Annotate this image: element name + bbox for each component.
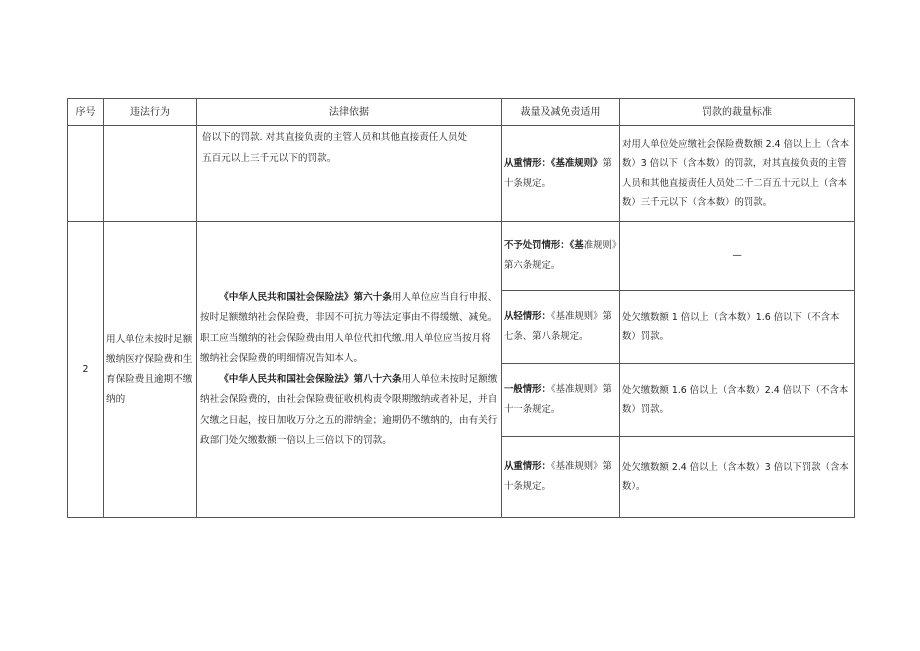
- law-2-title: 《中华人民共和国社会保险法》第八十六条: [219, 373, 402, 385]
- header-discretion: 裁量及减免责适用: [502, 99, 620, 126]
- standard-cell: [620, 291, 855, 364]
- header-standard: 罚款的裁量标准: [620, 99, 855, 126]
- violation-text: 用人单位未按时足额缴纳医疗保险费和生育保险费且逾期不缴纳的: [106, 333, 193, 405]
- header-legal-basis: 法律依据: [197, 99, 502, 126]
- legal-basis-cell-2: [197, 222, 502, 518]
- penalty-discretion-table: [67, 98, 855, 518]
- law-1-text: 用人单位应当自行申报、按时足额缴纳社会保险费，非因不可抗力等法定事由不得缓缴、减免。职工应当缴纳的社会保险费由用人单位代扣代缴.用人单位应当按月将缴纳社会保险费的明细情况告知本人。: [200, 291, 498, 364]
- discretion-cell: [502, 126, 620, 222]
- standard-cell: [620, 222, 855, 291]
- discretion-rule: 准规则》第六条规定。: [504, 240, 617, 271]
- law-paragraph-1: [200, 288, 500, 370]
- legal-basis-line-1: 倍以下的罚款. 对其直接负责的主管人员和其他直接责任人员处: [202, 132, 468, 143]
- violation-cell-empty: [104, 126, 197, 222]
- standard-cell: [620, 437, 855, 518]
- table-row-continued: [68, 126, 855, 222]
- table-row: [68, 222, 855, 291]
- seq-cell-empty: [68, 126, 104, 222]
- discretion-cell: [502, 437, 620, 518]
- discretion-rule: 第十条规定。: [504, 157, 612, 189]
- discretion-cell: [502, 364, 620, 437]
- discretion-type: 一般情形：: [504, 384, 551, 395]
- standard-text: 处欠缴数额 2.4 倍以上（含本数）3 倍以下罚款（含本数）。: [622, 461, 849, 492]
- legal-basis-cell: [197, 126, 502, 222]
- law-paragraph-2: [200, 370, 500, 452]
- discretion-rule: 《基准规则》第十条规定。: [504, 461, 612, 492]
- law-1-title: 《中华人民共和国社会保险法》第六十条: [219, 291, 392, 303]
- standard-cell: [620, 364, 855, 437]
- discretion-rule: 《基准规则》第七条、第八条规定。: [504, 311, 612, 342]
- standard-text: 处欠缴数额 1.6 倍以上（含本数）2.4 倍以下（不含本数）罚款。: [622, 384, 849, 415]
- standard-text: 对用人单位处应缴社会保险费数额 2.4 倍以上上（含本数）3 倍以下（含本数）的罚款，对其直接负责的主管人员和其他直接责任人员处二千二百五十元以上（含本数）三千元以下（含本数）的罚款。: [622, 138, 850, 208]
- violation-cell: [104, 222, 197, 518]
- standard-text: —: [732, 250, 742, 262]
- standard-cell: [620, 126, 855, 222]
- discretion-type: 从轻情形：: [504, 311, 551, 322]
- law-2-text: 用人单位未按时足额缴纳社会保险费的，由社会保险费征收机构责令限期缴纳或者补足，并自欠缴之日起，按日加收万分之五的滞纳金；逾期仍不缴纳的，由有关行政部门处欠缴数额一倍以上三倍以下的罚款。: [200, 373, 498, 446]
- header-seq: 序号: [68, 99, 104, 126]
- discretion-cell: [502, 291, 620, 364]
- header-violation: 违法行为: [104, 99, 197, 126]
- discretion-rule: 《基准规则》第十一条规定。: [504, 384, 612, 415]
- header-row: [68, 99, 855, 126]
- legal-basis-line-2: 五百元以上三千元以下的罚款。: [202, 152, 337, 164]
- discretion-type: 不予处罚情形：《基: [504, 240, 584, 251]
- discretion-type: 从重情形：《基准规则》: [504, 157, 603, 169]
- seq-cell: 2: [68, 222, 104, 518]
- discretion-type: 从重情形：: [504, 461, 551, 472]
- discretion-cell: [502, 222, 620, 291]
- standard-text: 处欠缴数额 1 倍以上（含本数）1.6 倍以下（不含本数）罚款。: [622, 311, 840, 342]
